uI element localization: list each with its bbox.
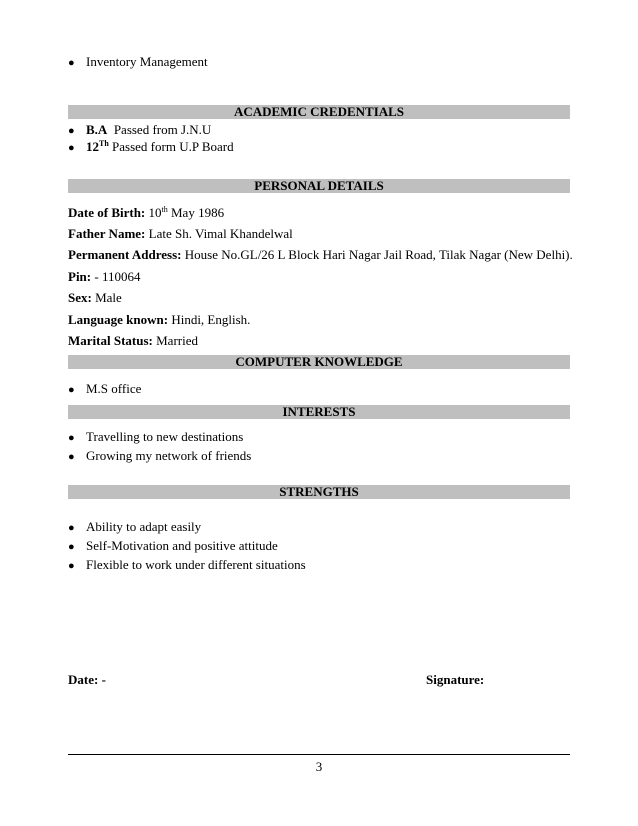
bullet-icon: ● [68, 560, 75, 572]
bullet-icon: ● [68, 451, 75, 463]
marital-line: Marital Status: Married [68, 333, 198, 348]
language-line: Language known: Hindi, English. [68, 312, 251, 327]
page-number: 3 [315, 759, 323, 774]
address-line: Permanent Address: House No.GL/26 L Block Hari Nagar Jail Road, Tilak Nagar (New Delhi). [68, 247, 573, 262]
list-item: ● Inventory Management [68, 54, 208, 69]
list-item: ● Travelling to new destinations [68, 429, 244, 444]
pin-line: Pin: - 110064 [68, 269, 141, 284]
dob-line: Date of Birth: 10th May 1986 [68, 205, 225, 220]
section-header-academic: ACADEMIC CREDENTIALS [68, 105, 570, 119]
section-header-interests: INTERESTS [68, 405, 570, 419]
bullet-icon: ● [68, 142, 75, 154]
list-item: ● B.A Passed from J.N.U [68, 122, 212, 137]
date-label: Date: - [68, 672, 106, 687]
list-item: ● Self-Motivation and positive attitude [68, 538, 278, 553]
bullet-icon: ● [68, 57, 75, 69]
list-item: ● Flexible to work under different situations [68, 557, 306, 572]
list-item: ● Growing my network of friends [68, 448, 252, 463]
list-item: ● 12Th Passed form U.P Board [68, 139, 234, 154]
sex-line: Sex: Male [68, 290, 122, 305]
section-header-personal: PERSONAL DETAILS [68, 179, 570, 193]
bullet-icon: ● [68, 522, 75, 534]
section-header-strengths: STRENGTHS [68, 485, 570, 499]
father-line: Father Name: Late Sh. Vimal Khandelwal [68, 226, 293, 241]
bullet-icon: ● [68, 125, 75, 137]
list-item: ● M.S office [68, 381, 142, 396]
bullet-icon: ● [68, 541, 75, 553]
list-item: ● Ability to adapt easily [68, 519, 202, 534]
section-header-computer: COMPUTER KNOWLEDGE [68, 355, 570, 369]
signature-label: Signature: [426, 672, 485, 687]
bullet-icon: ● [68, 384, 75, 396]
bullet-icon: ● [68, 432, 75, 444]
footer-divider [68, 754, 570, 755]
